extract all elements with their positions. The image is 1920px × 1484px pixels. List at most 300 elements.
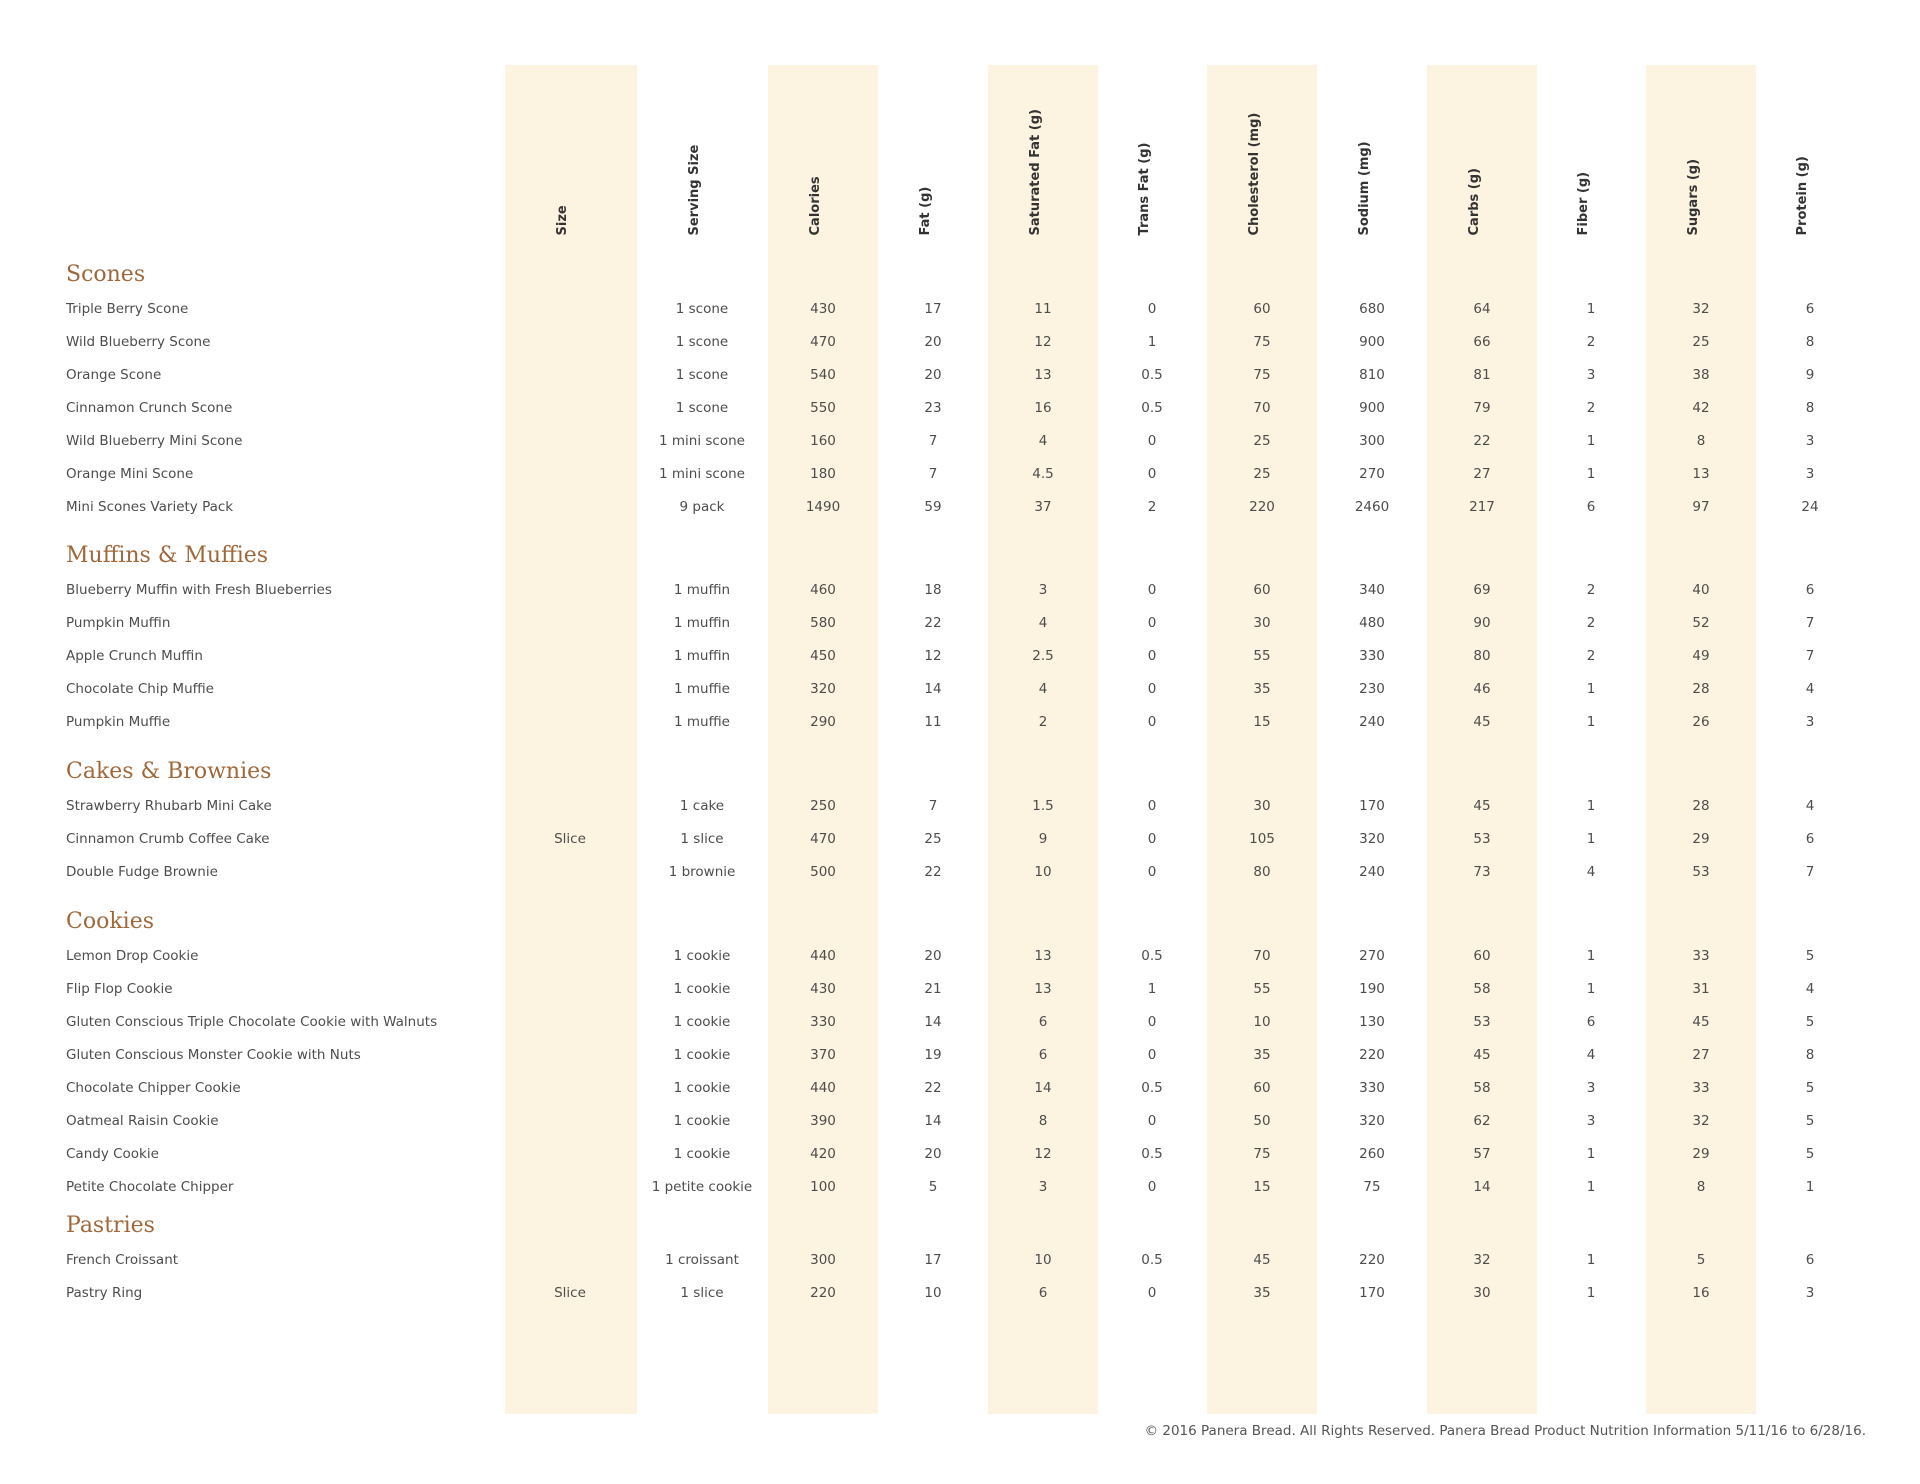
table-row [0, 1138, 1920, 1171]
item-value: 9 [1805, 367, 1815, 383]
item-value: 1 cookie [673, 1047, 731, 1063]
item-value: 330 [1359, 1080, 1385, 1096]
item-value: 0 [1147, 681, 1157, 697]
item-value: 300 [1359, 433, 1385, 449]
item-value: 0 [1147, 1047, 1157, 1063]
item-value: 1 muffin [673, 582, 731, 598]
item-value: 0.5 [1141, 400, 1163, 416]
item-value: 0 [1147, 831, 1157, 847]
item-name: French Croissant [66, 1252, 179, 1268]
item-value: 35 [1253, 1285, 1271, 1301]
column-header-label: Saturated Fat (g) [1028, 109, 1043, 236]
item-value: 7 [928, 433, 938, 449]
item-value: 1 [1586, 948, 1596, 964]
column-stripe [505, 65, 637, 1414]
item-value: 14 [924, 681, 942, 697]
item-value: 4 [1038, 433, 1048, 449]
item-value: 81 [1473, 367, 1491, 383]
item-value: 1 [1586, 1146, 1596, 1162]
table-row [0, 1171, 1920, 1204]
item-value: 53 [1473, 831, 1491, 847]
item-value: 58 [1473, 981, 1491, 997]
item-value: 14 [1034, 1080, 1052, 1096]
item-value: 6 [1805, 831, 1815, 847]
item-value: 26 [1692, 714, 1710, 730]
item-value [515, 392, 625, 425]
item-name: Gluten Conscious Triple Chocolate Cookie with Walnuts [66, 1014, 438, 1030]
column-stripe [768, 65, 878, 1414]
item-value: 73 [1473, 864, 1491, 880]
item-name: Pumpkin Muffie [66, 714, 171, 730]
item-name: Chocolate Chipper Cookie [66, 1080, 241, 1096]
item-value: 75 [1363, 1179, 1381, 1195]
item-value: Slice [554, 1285, 586, 1301]
item-value: 370 [810, 1047, 836, 1063]
item-value: 330 [810, 1014, 836, 1030]
item-value: 53 [1692, 864, 1710, 880]
item-name: Cinnamon Crumb Coffee Cake [66, 831, 270, 847]
item-name: Flip Flop Cookie [66, 981, 173, 997]
item-value: 1 cookie [673, 1146, 731, 1162]
item-value: 430 [810, 301, 836, 317]
item-value: 8 [1805, 334, 1815, 350]
item-value: 80 [1253, 864, 1271, 880]
item-value [515, 673, 625, 706]
item-name: Candy Cookie [66, 1146, 159, 1162]
item-value [515, 1171, 625, 1204]
item-value: 12 [1034, 334, 1052, 350]
item-value: 7 [928, 798, 938, 814]
item-value: 4 [1586, 1047, 1596, 1063]
item-value: 320 [810, 681, 836, 697]
item-value: 75 [1253, 1146, 1271, 1162]
column-header [1646, 60, 1756, 243]
item-value: 21 [924, 981, 942, 997]
item-value: 58 [1473, 1080, 1491, 1096]
item-value: 79 [1473, 400, 1491, 416]
column-header-label: Size [555, 205, 570, 236]
item-value: 220 [810, 1285, 836, 1301]
column-header-label: Protein (g) [1795, 156, 1810, 236]
item-value: 1 [1586, 798, 1596, 814]
item-value: 470 [810, 334, 836, 350]
item-value: 46 [1473, 681, 1491, 697]
item-value: 80 [1473, 648, 1491, 664]
item-value: 3 [1586, 1113, 1596, 1129]
table-row [0, 940, 1920, 973]
item-value: 17 [924, 301, 942, 317]
item-value: 15 [1253, 1179, 1271, 1195]
item-value: 5 [928, 1179, 938, 1195]
item-value: 1 mini scone [659, 466, 745, 482]
item-value: 1 cake [679, 798, 725, 814]
item-value: 60 [1253, 1080, 1271, 1096]
item-value: 31 [1692, 981, 1710, 997]
item-name: Double Fudge Brownie [66, 864, 218, 880]
item-value: 220 [1359, 1047, 1385, 1063]
item-value: 1 croissant [665, 1252, 739, 1268]
item-value: 3 [1805, 433, 1815, 449]
table-row [0, 790, 1920, 823]
item-value: 810 [1359, 367, 1385, 383]
item-value: 6 [1586, 499, 1596, 515]
item-value: 0 [1147, 1179, 1157, 1195]
column-header-label: Fiber (g) [1576, 171, 1591, 236]
item-value: 13 [1034, 981, 1052, 997]
item-value: 8 [1805, 1047, 1815, 1063]
item-value: 0.5 [1141, 948, 1163, 964]
item-value: 1 brownie [668, 864, 736, 880]
item-value: 70 [1253, 948, 1271, 964]
item-value: 2 [1147, 499, 1157, 515]
item-value: 1 [1586, 301, 1596, 317]
column-header [1317, 60, 1427, 243]
item-value: 500 [810, 864, 836, 880]
item-value: 1 [1586, 466, 1596, 482]
item-value: 2.5 [1032, 648, 1054, 664]
item-value: 440 [810, 948, 836, 964]
item-value: 240 [1359, 864, 1385, 880]
item-value: 1 muffin [673, 615, 731, 631]
item-value: 1490 [805, 499, 841, 515]
table-row [0, 1072, 1920, 1105]
item-value: 60 [1253, 582, 1271, 598]
item-value: 25 [1692, 334, 1710, 350]
item-value [515, 973, 625, 1006]
item-value: 1 [1586, 831, 1596, 847]
column-stripe [988, 65, 1098, 1414]
item-value: 27 [1692, 1047, 1710, 1063]
item-value: 12 [924, 648, 942, 664]
item-value: 0 [1147, 1113, 1157, 1129]
item-value: 7 [1805, 864, 1815, 880]
column-stripe [1427, 65, 1537, 1414]
item-value: 24 [1801, 499, 1819, 515]
item-value: 300 [810, 1252, 836, 1268]
item-value: 5 [1696, 1252, 1706, 1268]
item-name: Apple Crunch Muffin [66, 648, 203, 664]
item-value: 0.5 [1141, 1252, 1163, 1268]
item-value: 0 [1147, 466, 1157, 482]
item-value: 1 cookie [673, 981, 731, 997]
item-value: 320 [1359, 1113, 1385, 1129]
item-value: 11 [1034, 301, 1052, 317]
item-value: 3 [1805, 1285, 1815, 1301]
item-value: 75 [1253, 367, 1271, 383]
item-value: 16 [1692, 1285, 1710, 1301]
item-value: 40 [1692, 582, 1710, 598]
item-name: Triple Berry Scone [66, 301, 189, 317]
item-name: Strawberry Rhubarb Mini Cake [66, 798, 272, 814]
item-value: 4 [1038, 615, 1048, 631]
item-value: 3 [1038, 1179, 1048, 1195]
item-value: 7 [1805, 615, 1815, 631]
item-value [515, 293, 625, 326]
item-value: 5 [1805, 1146, 1815, 1162]
item-value: 8 [1805, 400, 1815, 416]
column-header [1536, 60, 1646, 243]
item-value: 540 [810, 367, 836, 383]
item-value: 2 [1586, 334, 1596, 350]
item-value: 6 [1805, 582, 1815, 598]
item-value: 6 [1805, 301, 1815, 317]
item-value [515, 607, 625, 640]
section-title: Muffins & Muffies [66, 543, 269, 568]
item-name: Orange Mini Scone [66, 466, 194, 482]
item-value: Slice [554, 831, 586, 847]
item-value: 45 [1253, 1252, 1271, 1268]
table-row [0, 293, 1920, 326]
item-value: 37 [1034, 499, 1052, 515]
item-value: 2 [1038, 714, 1048, 730]
item-value [515, 1105, 625, 1138]
item-value: 4 [1805, 681, 1815, 697]
item-value: 1 slice [680, 831, 724, 847]
item-value: 900 [1359, 334, 1385, 350]
item-name: Pumpkin Muffin [66, 615, 171, 631]
item-value: 30 [1253, 798, 1271, 814]
item-value: 30 [1473, 1285, 1491, 1301]
item-value: 25 [1253, 466, 1271, 482]
item-value [515, 359, 625, 392]
item-value: 69 [1473, 582, 1491, 598]
item-value: 35 [1253, 1047, 1271, 1063]
item-value: 5 [1805, 1080, 1815, 1096]
item-value: 55 [1253, 981, 1271, 997]
item-value: 0 [1147, 648, 1157, 664]
table-row [0, 823, 1920, 856]
table-row [0, 856, 1920, 889]
item-value: 60 [1473, 948, 1491, 964]
item-value: 480 [1359, 615, 1385, 631]
item-value: 250 [810, 798, 836, 814]
item-value: 1 [1586, 981, 1596, 997]
item-value: 32 [1473, 1252, 1491, 1268]
item-value: 1 muffie [674, 714, 730, 730]
column-header [1097, 60, 1207, 243]
item-value: 13 [1034, 367, 1052, 383]
item-value: 100 [810, 1179, 836, 1195]
table-row [0, 673, 1920, 706]
item-value: 10 [1034, 1252, 1052, 1268]
item-value: 25 [924, 831, 942, 847]
column-header-label: Sugars (g) [1686, 158, 1701, 236]
item-value: 5 [1805, 948, 1815, 964]
item-value: 260 [1359, 1146, 1385, 1162]
item-value: 2 [1586, 400, 1596, 416]
item-value: 0.5 [1141, 1080, 1163, 1096]
item-name: Mini Scones Variety Pack [66, 499, 234, 515]
item-value: 1 [1586, 1179, 1596, 1195]
item-value: 42 [1692, 400, 1710, 416]
item-value: 900 [1359, 400, 1385, 416]
item-value: 5 [1805, 1113, 1815, 1129]
item-value: 17 [924, 1252, 942, 1268]
item-value: 28 [1692, 681, 1710, 697]
item-value: 130 [1359, 1014, 1385, 1030]
item-value: 6 [1586, 1014, 1596, 1030]
item-value: 13 [1034, 948, 1052, 964]
column-header-label: Trans Fat (g) [1137, 142, 1152, 236]
item-value: 6 [1805, 1252, 1815, 1268]
item-value [515, 425, 625, 458]
item-value [515, 640, 625, 673]
column-header-label: Carbs (g) [1467, 168, 1482, 236]
item-value: 33 [1692, 1080, 1710, 1096]
item-value: 4 [1805, 981, 1815, 997]
column-header [515, 60, 625, 243]
item-value: 45 [1473, 798, 1491, 814]
item-name: Blueberry Muffin with Fresh Blueberries [66, 582, 332, 598]
column-header [768, 60, 878, 243]
item-value: 220 [1359, 1252, 1385, 1268]
item-value: 320 [1359, 831, 1385, 847]
item-value: 57 [1473, 1146, 1491, 1162]
item-value: 29 [1692, 1146, 1710, 1162]
item-value: 270 [1359, 948, 1385, 964]
item-value: 330 [1359, 648, 1385, 664]
item-value: 8 [1038, 1113, 1048, 1129]
item-value: 64 [1473, 301, 1491, 317]
item-value: 290 [810, 714, 836, 730]
item-value: 580 [810, 615, 836, 631]
table-row [0, 392, 1920, 425]
item-value: 1 mini scone [659, 433, 745, 449]
section-title: Scones [66, 262, 146, 287]
item-name: Oatmeal Raisin Cookie [66, 1113, 219, 1129]
item-value [515, 458, 625, 491]
item-value: 160 [810, 433, 836, 449]
item-value: 75 [1253, 334, 1271, 350]
item-value: 97 [1692, 499, 1710, 515]
item-value: 28 [1692, 798, 1710, 814]
item-value: 3 [1805, 466, 1815, 482]
column-header [878, 60, 988, 243]
item-value: 390 [810, 1113, 836, 1129]
item-value: 25 [1253, 433, 1271, 449]
item-value: 0 [1147, 301, 1157, 317]
item-value: 340 [1359, 582, 1385, 598]
item-value: 16 [1034, 400, 1052, 416]
item-value: 45 [1473, 1047, 1491, 1063]
item-value: 20 [924, 334, 942, 350]
item-name: Orange Scone [66, 367, 162, 383]
item-value: 13 [1692, 466, 1710, 482]
item-value [515, 1072, 625, 1105]
table-row [0, 973, 1920, 1006]
item-name: Gluten Conscious Monster Cookie with Nuts [66, 1047, 361, 1063]
item-value: 0 [1147, 582, 1157, 598]
item-value: 22 [924, 1080, 942, 1096]
item-value: 62 [1473, 1113, 1491, 1129]
item-value: 1.5 [1032, 798, 1054, 814]
item-value: 29 [1692, 831, 1710, 847]
item-value [515, 706, 625, 739]
item-value: 3 [1805, 714, 1815, 730]
item-name: Cinnamon Crunch Scone [66, 400, 233, 416]
item-value [515, 326, 625, 359]
item-value: 14 [1473, 1179, 1491, 1195]
table-row [0, 1244, 1920, 1277]
item-value: 15 [1253, 714, 1271, 730]
table-row [0, 640, 1920, 673]
table-row [0, 425, 1920, 458]
item-value: 9 [1038, 831, 1048, 847]
item-value: 20 [924, 1146, 942, 1162]
item-value: 1 [1147, 334, 1157, 350]
item-value [515, 574, 625, 607]
item-value: 0 [1147, 864, 1157, 880]
item-value: 1 muffie [674, 681, 730, 697]
item-name: Chocolate Chip Muffie [66, 681, 214, 697]
item-value: 52 [1692, 615, 1710, 631]
item-value: 2 [1586, 582, 1596, 598]
column-stripe [1646, 65, 1756, 1414]
item-value: 5 [1805, 1014, 1815, 1030]
item-value: 9 pack [679, 499, 725, 515]
copyright-footer: © 2016 Panera Bread. All Rights Reserved. Panera Bread Product Nutrition Information 5/11/16 to 6/28/16. [1144, 1423, 1866, 1439]
item-value: 90 [1473, 615, 1491, 631]
item-value: 440 [810, 1080, 836, 1096]
item-value: 3 [1586, 1080, 1596, 1096]
item-value: 14 [924, 1014, 942, 1030]
item-value: 50 [1253, 1113, 1271, 1129]
item-value: 1 [1147, 981, 1157, 997]
item-value: 1 scone [675, 301, 729, 317]
item-value: 1 cookie [673, 1014, 731, 1030]
item-value: 4.5 [1032, 466, 1054, 482]
item-value: 2 [1586, 648, 1596, 664]
item-value: 19 [924, 1047, 942, 1063]
column-header-label: Fat (g) [918, 186, 933, 236]
item-value: 680 [1359, 301, 1385, 317]
table-row [0, 491, 1920, 524]
section-title: Pastries [66, 1213, 155, 1238]
item-value: 23 [924, 400, 942, 416]
item-value: 1 petite cookie [651, 1179, 753, 1195]
item-value: 105 [1249, 831, 1275, 847]
item-value: 0 [1147, 615, 1157, 631]
item-value: 27 [1473, 466, 1491, 482]
item-value: 550 [810, 400, 836, 416]
table-row [0, 706, 1920, 739]
item-value: 32 [1692, 301, 1710, 317]
item-value: 66 [1473, 334, 1491, 350]
table-row [0, 574, 1920, 607]
column-header [988, 60, 1098, 243]
table-row [0, 1277, 1920, 1310]
item-value: 450 [810, 648, 836, 664]
item-value: 2 [1586, 615, 1596, 631]
item-value: 6 [1038, 1285, 1048, 1301]
table-row [0, 1039, 1920, 1072]
item-value: 0 [1147, 1014, 1157, 1030]
item-value: 8 [1696, 433, 1706, 449]
item-value [515, 491, 625, 524]
column-stripe [1207, 65, 1317, 1414]
item-value [515, 940, 625, 973]
item-value [515, 1244, 625, 1277]
table-row [0, 359, 1920, 392]
item-name: Lemon Drop Cookie [66, 948, 199, 964]
item-value: 49 [1692, 648, 1710, 664]
item-value: 1 scone [675, 334, 729, 350]
section-title: Cakes & Brownies [66, 759, 272, 784]
item-value: 33 [1692, 948, 1710, 964]
item-value: 0.5 [1141, 367, 1163, 383]
item-value [515, 856, 625, 889]
item-value: 220 [1249, 499, 1275, 515]
